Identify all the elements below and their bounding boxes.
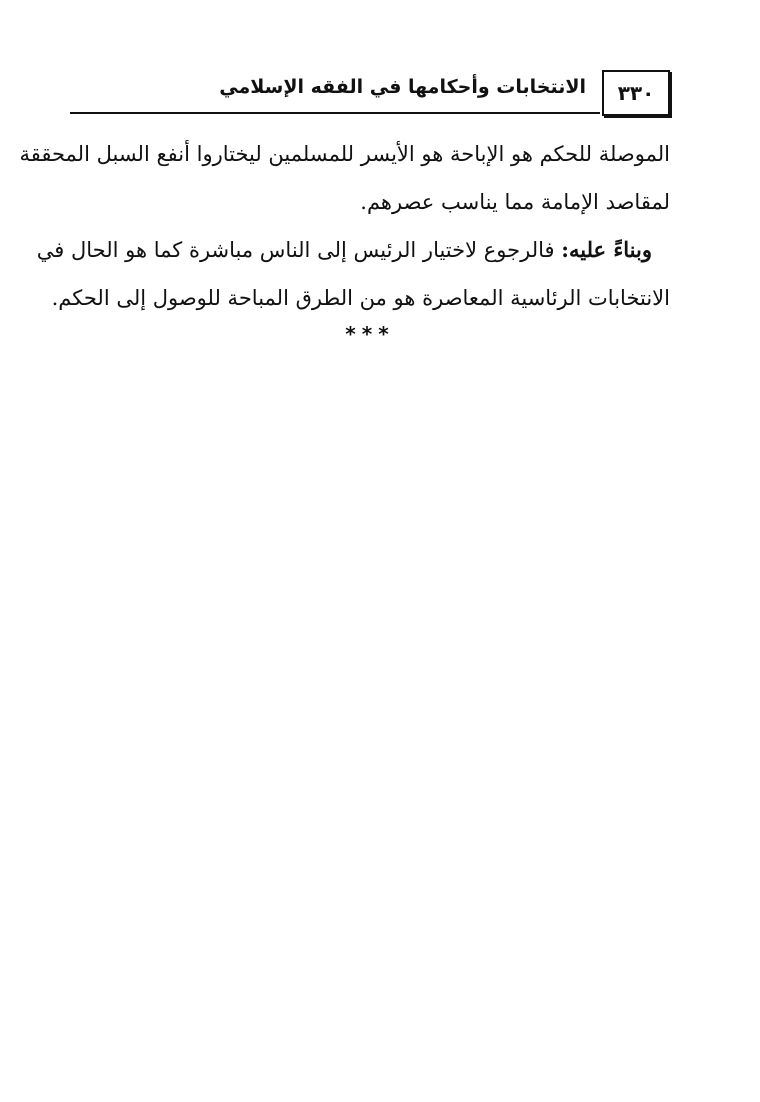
page-number: ٣٣٠: [602, 70, 670, 116]
paragraph-1-line-2: لمقاصد الإمامة مما يناسب عصرهم.: [360, 189, 670, 214]
paragraph-2-lead: وبناءً عليه:: [561, 237, 652, 262]
paragraph-1-line-1: الموصلة للحكم هو الإباحة هو الأيسر للمسلمين ليختاروا أنفع السبل المحققة: [19, 142, 670, 166]
paragraph-2-line-1-text: فالرجوع لاختيار الرئيس إلى الناس مباشرة كما هو الحال في: [36, 238, 555, 262]
header-rule: [70, 112, 600, 114]
body-text: [19, 130, 670, 322]
section-separator: ***: [345, 322, 395, 346]
paragraph-2-line-2: الانتخابات الرئاسية المعاصرة هو من الطرق المباحة للوصول إلى الحكم.: [51, 285, 670, 310]
running-header: [70, 70, 670, 116]
running-title: الانتخابات وأحكامها في الفقه الإسلامي: [219, 76, 586, 98]
paragraph-2-line-1: [36, 226, 670, 274]
